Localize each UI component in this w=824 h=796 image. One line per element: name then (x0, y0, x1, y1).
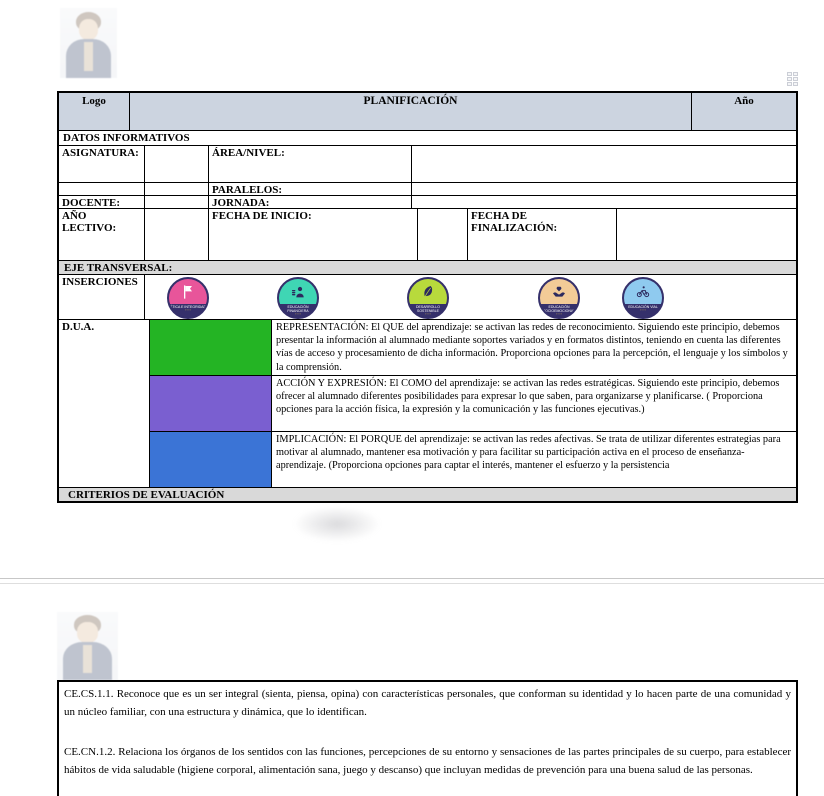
area-nivel-value-cell[interactable] (412, 146, 796, 182)
insercion-badge-educacion-vial (622, 277, 664, 319)
fecha-finalizacion-value-cell[interactable] (617, 209, 796, 260)
datos-informativos-label: DATOS INFORMATIVOS (63, 132, 190, 144)
badge-dots: • • • (185, 308, 191, 312)
badge-dots: • • • (556, 312, 562, 316)
criterio-ce-cs-1-1: CE.CS.1.1. Reconoce que es un ser integral (sienta, piensa, opina) con características personales, que conforman su identidad y lo hacen parte de una comunidad y un núcleo familiar, con una estructura y dinámica, que lo identifican. (64, 688, 791, 718)
dua-row (59, 320, 796, 488)
area-nivel-label: ÁREA/NIVEL: (209, 146, 412, 182)
dua-accion-expresion-row (150, 376, 796, 432)
dua-blue-swatch[interactable] (150, 432, 272, 487)
eje-transversal-label: EJE TRANSVERSAL: (59, 261, 796, 274)
paralelos-row (59, 183, 796, 196)
badge-caption: EDUCACIÓN FINANCIERA (287, 305, 309, 313)
ano-lectivo-label: AÑO LECTIVO: (59, 209, 145, 260)
badge-caption: EDUCACIÓN SOCIOEMOCIONAL (542, 305, 576, 313)
dua-representacion-text: REPRESENTACIÓN: El QUE del aprendizaje: se activan las redes de reconocimiento. Siguiendo este principio, debemos presentar la información al alumnado mediante soportes variados y en formatos distintos, teniendo en cuenta las diferentes vías de acceso y procesamiento de dicha información. Proporciona opciones para la percepción, el lenguaje y los símbolos y la comprensión. (276, 322, 788, 373)
datos-informativos-row (59, 131, 796, 146)
docente-label: DOCENTE: (59, 196, 145, 208)
fecha-finalizacion-label: FECHA DE FINALIZACIÓN: (468, 209, 617, 260)
dua-green-swatch[interactable] (150, 320, 272, 375)
photo-face (79, 19, 98, 40)
docente-row (59, 196, 796, 209)
fecha-inicio-value-cell[interactable] (418, 209, 468, 260)
insercion-badge-educacion-socioemocional (538, 277, 580, 319)
badge-caption: ÉTICA E INTEGRIDAD (170, 305, 206, 309)
fecha-inicio-label: FECHA DE INICIO: (209, 209, 418, 260)
jornada-value-cell[interactable] (412, 196, 796, 208)
badge-dots: • • • (640, 308, 646, 312)
badge-dots: • • • (425, 312, 431, 316)
hands-heart-icon (551, 284, 567, 300)
asignatura-label: ASIGNATURA: (59, 146, 145, 182)
inserciones-label: INSERCIONES (59, 275, 145, 319)
inserciones-row (59, 275, 796, 320)
dua-implicacion-text: IMPLICACIÓN: El PORQUE del aprendizaje: se activan las redes afectivas. Se trata de utilizar diferentes estrategias para motivar al alumnado, mantener esa motivación y para facilitar su participación activa en el proceso de enseñanza-aprendizaje. (Proporciona opciones para captar el interés, mantener el esfuerzo y la persistencia (276, 434, 781, 472)
insercion-badge-desarrollo-sostenible (407, 277, 449, 319)
empty-label-cell[interactable] (59, 183, 145, 195)
dua-stack (150, 320, 796, 487)
badge-caption: EDUCACIÓN VIAL (628, 305, 658, 309)
person-savings-icon (290, 284, 306, 300)
docente-value-cell[interactable] (145, 196, 209, 208)
faint-smudge (293, 506, 381, 542)
leaf-icon (420, 284, 436, 300)
planificacion-table (57, 91, 798, 503)
criterios-text-box[interactable] (57, 680, 798, 796)
page-break-line-top (0, 578, 824, 579)
paralelos-value-cell[interactable] (412, 183, 796, 195)
asignatura-row (59, 146, 796, 183)
dua-purple-swatch[interactable] (150, 376, 272, 431)
asignatura-value-cell[interactable] (145, 146, 209, 182)
table-resize-handle-icon[interactable] (787, 72, 800, 87)
bicycle-icon (635, 284, 651, 300)
criterios-label: CRITERIOS DE EVALUACIÓN (59, 488, 796, 501)
criterio-ce-cn-1-2: CE.CN.1.2. Relaciona los órganos de los sentidos con las funciones, percepciones de su entorno y sensaciones de las partes principales de su cuerpo, para establecer hábitos de vida saludable (higiene corporal, alimentación sana, juego y descanso) que incluyan medidas de prevención para una buena salud de las personas. (64, 746, 791, 776)
inserciones-icons-cell (145, 275, 796, 319)
logo-cell[interactable]: Logo (59, 93, 130, 130)
insercion-badge-etica-integridad (167, 277, 209, 319)
paralelos-label: PARALELOS: (209, 183, 412, 195)
page-title: PLANIFICACIÓN (130, 93, 692, 130)
dua-accion-expresion-text: ACCIÓN Y EXPRESIÓN: El COMO del aprendizaje: se activan las redes estratégicas. Siguiendo este principio, debemos ofrecer al alumnado diferentes posibilidades para expresar lo que saben, para organizarse y planificarse. ( Proporciona opciones para la acción física, la expresión y la comunicación y las funciones ejecutivas.) (276, 378, 780, 416)
insercion-badge-educacion-financiera (277, 277, 319, 319)
year-cell[interactable]: Año (692, 93, 796, 130)
header-row (59, 93, 796, 131)
photo-shirt (83, 645, 93, 674)
eje-transversal-row (59, 261, 796, 275)
fechas-row (59, 209, 796, 261)
badge-dots: • • • (295, 312, 301, 316)
dua-implicacion-row (150, 432, 796, 487)
profile-photo-top (60, 8, 117, 78)
ano-lectivo-value-cell[interactable] (145, 209, 209, 260)
dua-label: D.U.A. (59, 320, 150, 487)
empty-value-cell[interactable] (145, 183, 209, 195)
flag-icon (180, 284, 196, 300)
photo-shirt (84, 42, 93, 71)
criterios-row (59, 488, 796, 501)
page-break-line-bottom (0, 583, 824, 584)
profile-photo-bottom (57, 612, 118, 680)
badge-caption: DESARROLLO SOSTENIBLE (416, 305, 440, 313)
dua-representacion-row (150, 320, 796, 376)
photo-face (77, 622, 98, 642)
jornada-label: JORNADA: (209, 196, 412, 208)
